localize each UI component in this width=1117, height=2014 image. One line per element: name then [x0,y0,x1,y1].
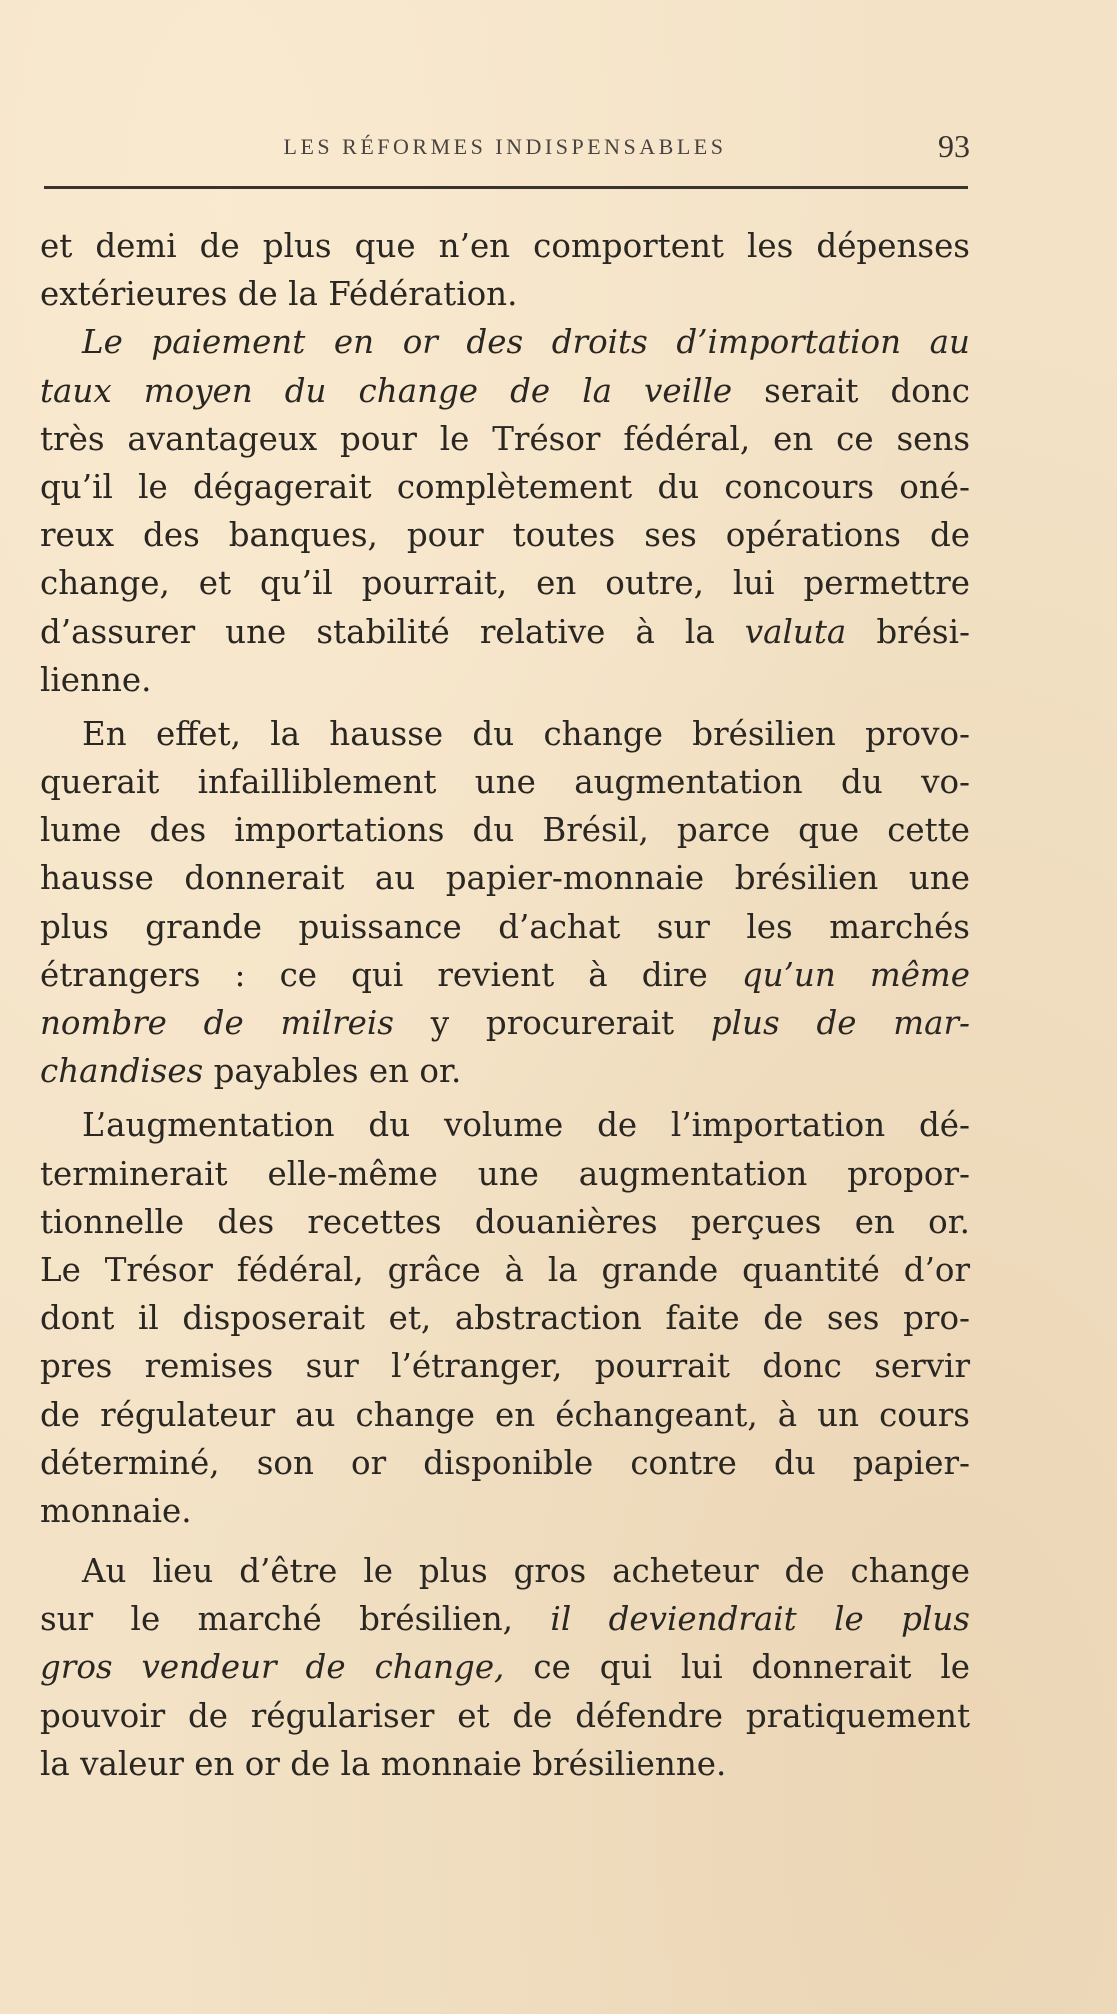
page-number: 93 [938,128,970,164]
text-line [40,608,970,656]
text-run: et demi de plus que n’en comportent les dépenses [40,227,970,265]
text-line [40,1487,970,1535]
text-run: querait infailliblement une augmentation du vo- [40,763,970,802]
body-text [40,222,970,1788]
italic-text: gros vendeur de change, [40,1648,505,1687]
text-run: monnaie. [40,1491,192,1530]
text-run: Au lieu d’être le plus gros acheteur de change [82,1552,970,1591]
text-line [40,318,970,366]
italic-text: qu’un même [741,955,970,994]
text-run: très avantageux pour le Trésor fédéral, en ce sens [40,419,970,458]
italic-text: chandises [40,1052,204,1091]
text-run: qu’il le dégagerait complètement du concours oné- [40,467,970,506]
text-line [40,463,970,511]
text-run: lienne. [40,660,152,699]
text-line [40,1294,970,1342]
text-line [40,1246,970,1294]
text-run: déterminé, son or disponible contre du papier- [40,1443,970,1482]
text-run: terminerait elle-même une augmentation propor- [40,1154,970,1193]
text-line [40,1342,970,1390]
text-run: y procurerait [393,1004,711,1042]
text-run: change, et qu’il pourrait, en outre, lui permettre [40,564,970,603]
book-page [40,0,970,2014]
text-run: plus grande puissance d’achat sur les marchés [40,907,970,946]
text-run: sur le marché brésilien, [40,1600,551,1639]
text-run: reux des banques, pour toutes ses opérations de [40,516,970,555]
italic-text: Le paiement en or des droits d’importation au [82,323,970,362]
text-run: Le Trésor fédéral, grâce à la grande quantité d’or [40,1250,970,1289]
paragraph [40,710,970,1096]
text-run: étrangers : ce qui revient à dire [40,955,742,994]
paragraph [40,1547,970,1788]
paragraph [40,1101,970,1535]
text-run: dont il disposerait et, abstraction faite de ses pro- [40,1299,970,1338]
text-run: tionnelle des recettes douanières perçues en or. [40,1202,970,1241]
text-run: extérieures de la Fédération. [40,275,518,314]
text-run: ce qui lui donnerait le [504,1648,970,1687]
paragraph [40,318,970,704]
running-head [40,128,970,168]
text-line [40,951,970,999]
text-line [40,854,970,902]
text-line [40,1391,970,1439]
header-rule [44,186,968,189]
text-line [40,1692,970,1740]
italic-text: il deviendrait le plus [550,1600,970,1639]
text-line [40,1047,970,1095]
text-line [40,903,970,951]
paragraph [40,222,970,318]
text-line [40,222,970,270]
text-line [40,1643,970,1691]
text-line [40,1439,970,1487]
italic-text: valuta [744,612,847,651]
italic-text: taux moyen du change de la veille [40,371,733,410]
text-run: pouvoir de régulariser et de défendre pratiquement [40,1696,970,1735]
text-run: hausse donnerait au papier-monnaie brésilien une [40,859,970,898]
text-line [40,511,970,559]
italic-text: nombre de milreis [40,1004,394,1042]
text-run: la valeur en or de la monnaie brésilienne. [40,1744,727,1783]
text-line [40,999,970,1047]
text-line [40,270,970,318]
text-line [40,758,970,806]
text-line [40,1595,970,1643]
text-run: serait donc [732,371,971,410]
text-line [40,710,970,758]
text-line [40,1101,970,1149]
text-line [40,367,970,415]
text-line [40,806,970,854]
text-run: d’assurer une stabilité relative à la [40,612,745,651]
text-run: payables en or. [203,1052,462,1091]
text-run: brési- [846,612,970,651]
text-line [40,415,970,463]
running-title: LES RÉFORMES INDISPENSABLES [283,134,727,159]
italic-text: plus de mar- [710,1004,970,1042]
text-run: de régulateur au change en échangeant, à un cours [40,1395,970,1434]
text-line [40,1740,970,1788]
text-line [40,1198,970,1246]
text-line [40,1150,970,1198]
text-line [40,656,970,704]
text-run: En effet, la hausse du change brésilien provo- [82,714,970,753]
text-run: L’augmentation du volume de l’importation dé- [82,1106,970,1145]
text-line [40,1547,970,1595]
text-run: pres remises sur l’étranger, pourrait donc servir [40,1347,970,1386]
text-run: lume des importations du Brésil, parce que cette [40,811,970,850]
text-line [40,559,970,607]
